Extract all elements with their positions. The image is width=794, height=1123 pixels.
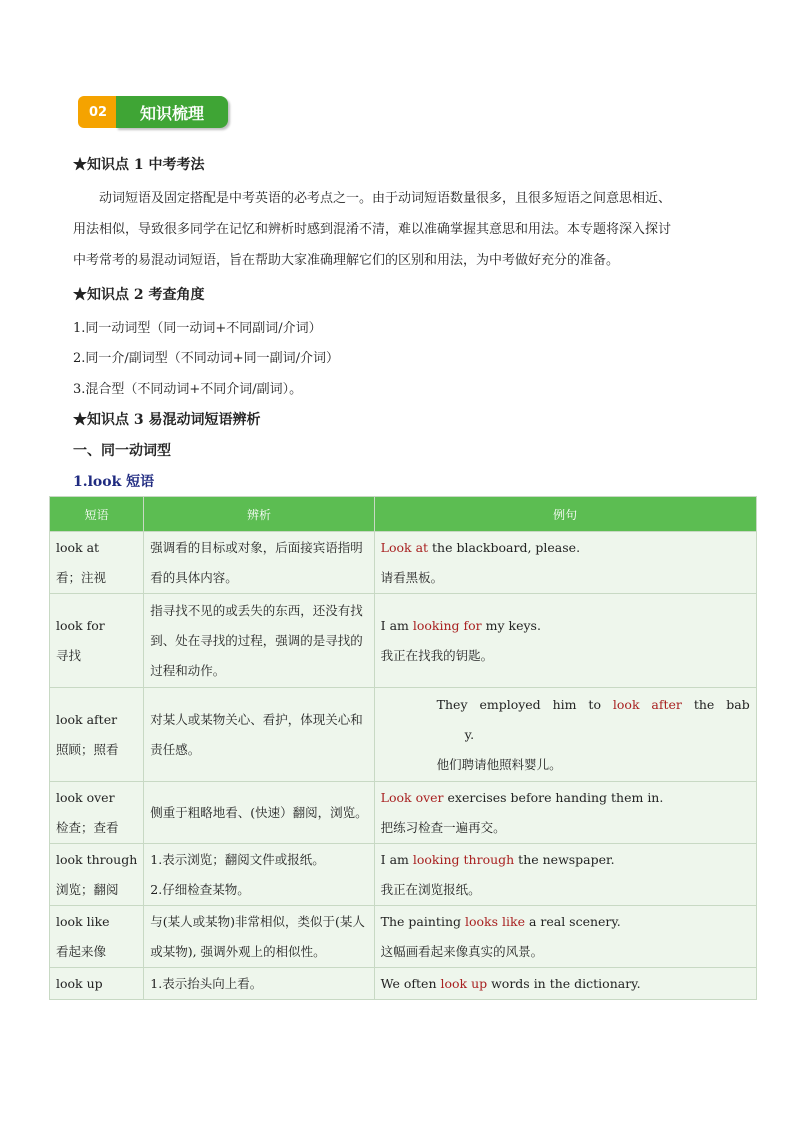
example-text: I am [380, 617, 413, 633]
header-example: 例句 [374, 497, 756, 532]
phrase-meaning: 检查；查看 [56, 819, 119, 835]
phrase: look after [56, 711, 118, 727]
section1-heading: 一、同一动词型 [73, 443, 171, 459]
table-row [50, 594, 757, 688]
kp1-paragraph [73, 183, 723, 276]
header-phrase: 短语 [50, 497, 144, 532]
phrase-meaning: 照顾；照看 [56, 741, 119, 757]
example-en [381, 533, 750, 563]
example-cell [374, 532, 756, 594]
example-highlight: look up [440, 975, 488, 991]
table-row [50, 688, 757, 782]
phrase: look over [56, 789, 115, 805]
analysis-cell [144, 968, 374, 1000]
example-en [381, 845, 750, 875]
analysis-line: 到、处在寻找的过程，强调的是寻找的 [150, 632, 363, 648]
example-text: the newspaper. [514, 851, 615, 867]
example-text: The painting [380, 913, 465, 929]
analysis-line: 2.仔细检查某物。 [150, 881, 250, 897]
phrase: look like [56, 913, 110, 929]
example-en [381, 783, 750, 813]
phrase: look up [56, 975, 103, 991]
analysis-cell [144, 782, 374, 844]
phrase-cell [50, 906, 144, 968]
analysis-cell [144, 688, 374, 782]
phrase-meaning: 寻找 [56, 647, 82, 663]
example-en-wrap: y. [464, 726, 475, 742]
kp2-item: 2.同一介/副词型（不同动词+同一副词/介词） [73, 351, 340, 366]
section-number: 02 [78, 96, 118, 128]
analysis-line: 看的具体内容。 [150, 569, 238, 585]
kp1-line: 用法相似，导致很多同学在记忆和辨析时感到混淆不清，难以准确掌握其意思和用法。本专题将深入探讨 [73, 222, 672, 237]
example-cell [374, 906, 756, 968]
example-text: I am [380, 851, 413, 867]
example-highlight: looks like [464, 913, 525, 929]
example-en [381, 690, 750, 720]
example-cell [374, 594, 756, 688]
example-cell [374, 688, 756, 782]
example-cn: 把练习检查一遍再交。 [380, 819, 506, 835]
header-analysis: 辨析 [144, 497, 374, 532]
phrase-meaning: 看；注视 [56, 569, 107, 585]
example-cell [374, 782, 756, 844]
analysis-cell [144, 844, 374, 906]
example-cn: 他们聘请他照料婴儿。 [436, 756, 562, 772]
analysis-line: 强调看的目标或对象，后面接宾语指明 [150, 539, 363, 555]
analysis-line: 指寻找不见的或丢失的东西，还没有找 [150, 602, 363, 618]
example-highlight: looking through [412, 851, 515, 867]
example-en [381, 907, 750, 937]
table-row [50, 968, 757, 1000]
example-text: the blackboard, please. [428, 539, 581, 555]
analysis-line: 侧重于粗略地看、(快速）翻阅，浏览。 [150, 804, 368, 820]
kp1-line: 中考常考的易混动词短语，旨在帮助大家准确理解它们的区别和用法，为中考做好充分的准备。 [73, 253, 620, 268]
phrase: look through [56, 851, 138, 867]
example-en [381, 969, 750, 999]
analysis-line: 责任感。 [150, 741, 201, 757]
analysis-line: 过程和动作。 [150, 662, 226, 678]
kp2-item: 3.混合型（不同动词+不同介词/副词）。 [73, 382, 303, 397]
example-text: a real scenery. [524, 913, 621, 929]
analysis-line: 或某物), 强调外观上的相似性。 [150, 943, 326, 959]
phrase-cell [50, 968, 144, 1000]
analysis-line: 1.表示浏览；翻阅文件或报纸。 [150, 851, 325, 867]
phrase-meaning: 看起来像 [56, 943, 107, 959]
table-row [50, 844, 757, 906]
example-cell [374, 844, 756, 906]
look-phrases-table [49, 496, 757, 1000]
kp1-line: 动词短语及固定搭配是中考英语的必考点之一。由于动词短语数量很多，且很多短语之间意思相近、 [99, 191, 672, 206]
table-row [50, 532, 757, 594]
example-en [381, 611, 750, 641]
phrase: look for [56, 617, 105, 633]
kp1-heading: ★知识点 1 中考考法 [73, 157, 205, 173]
example-text: the bab [681, 696, 750, 712]
analysis-cell [144, 532, 374, 594]
analysis-line: 对某人或某物关心、看护，体现关心和 [150, 711, 363, 727]
analysis-line: 1.表示抬头向上看。 [150, 975, 263, 991]
phrase-cell [50, 688, 144, 782]
section-title: 知识梳理 [116, 96, 228, 128]
kp2-heading: ★知识点 2 考查角度 [73, 287, 205, 303]
phrase: look at [56, 539, 100, 555]
example-highlight: Look over [380, 789, 444, 805]
example-highlight: Look at [380, 539, 429, 555]
example-text: my keys. [481, 617, 541, 633]
example-cn: 这幅画看起来像真实的风景。 [380, 943, 544, 959]
example-text: They employed him to [436, 696, 613, 712]
analysis-cell [144, 594, 374, 688]
example-cn: 请看黑板。 [380, 569, 444, 585]
example-text: We often [380, 975, 441, 991]
phrase-cell [50, 532, 144, 594]
example-text: exercises before handing them in. [443, 789, 664, 805]
example-highlight: look after [612, 696, 682, 712]
subsection-heading: 1.look 短语 [73, 474, 155, 490]
example-cn: 我正在找我的钥匙。 [380, 647, 494, 663]
example-highlight: looking for [412, 617, 482, 633]
analysis-line: 与(某人或某物)非常相似，类似于(某人 [150, 913, 365, 929]
kp3-heading: ★知识点 3 易混动词短语辨析 [73, 412, 261, 428]
example-text: words in the dictionary. [487, 975, 641, 991]
phrase-meaning: 浏览；翻阅 [56, 881, 119, 897]
phrase-cell [50, 844, 144, 906]
table-row [50, 782, 757, 844]
phrase-cell [50, 782, 144, 844]
kp2-item: 1.同一动词型（同一动词+不同副词/介词） [73, 321, 322, 336]
analysis-cell [144, 906, 374, 968]
table-row [50, 906, 757, 968]
table-header-row [50, 497, 757, 532]
phrase-cell [50, 594, 144, 688]
example-cell [374, 968, 756, 1000]
example-cn: 我正在浏览报纸。 [380, 881, 481, 897]
